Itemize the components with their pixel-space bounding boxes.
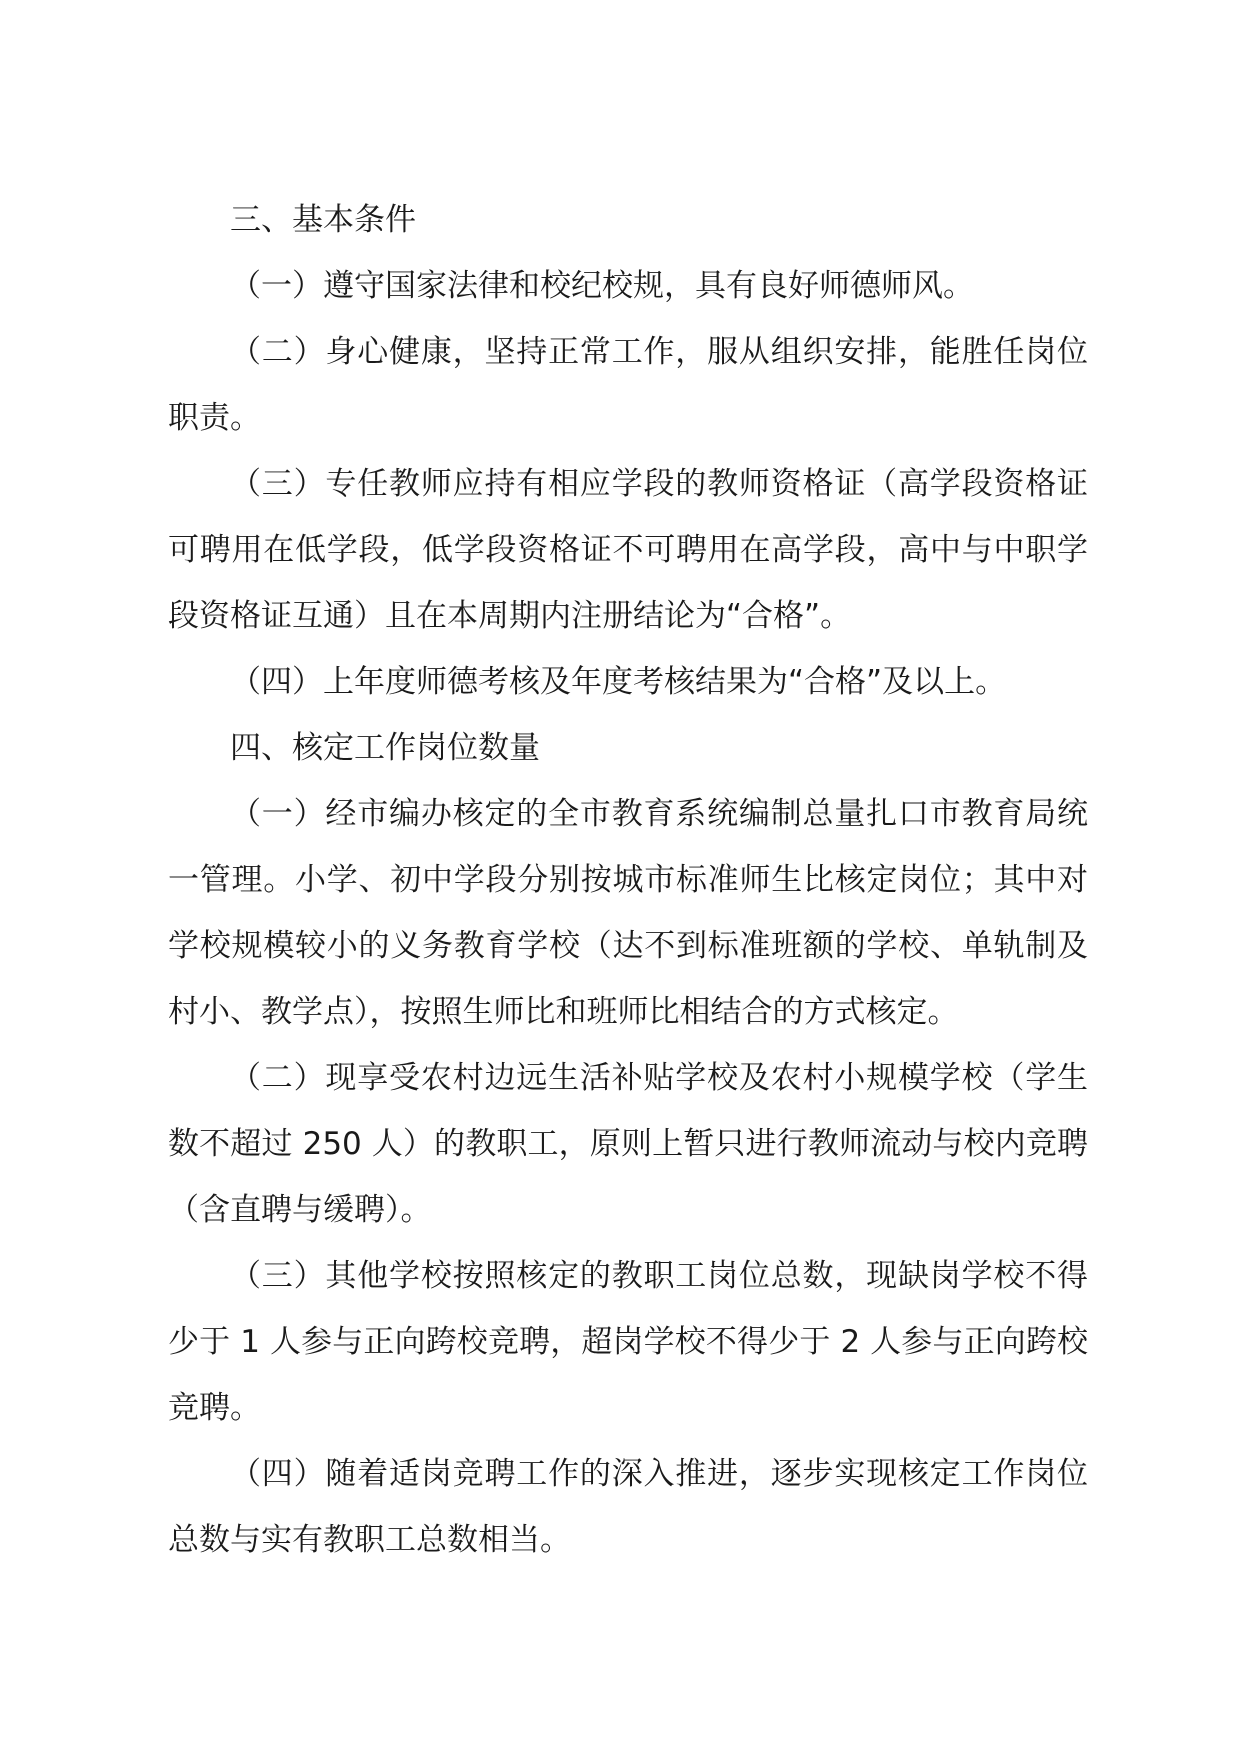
section-heading-position-count: 四、核定工作岗位数量: [230, 730, 540, 766]
paragraph-line: 可聘用在低学段，低学段资格证不可聘用在高学段，高中与中职学: [168, 532, 1088, 568]
paragraph-line: 学校规模较小的义务教育学校（达不到标准班额的学校、单轨制及: [168, 928, 1088, 964]
paragraph-line: （一）遵守国家法律和校纪校规，具有良好师德师风。: [230, 268, 974, 304]
document-page: [168, 187, 1088, 1573]
paragraph-line: 数不超过 250 人）的教职工，原则上暂只进行教师流动与校内竞聘: [168, 1126, 1088, 1162]
paragraph-line: 一管理。小学、初中学段分别按城市标准师生比核定岗位；其中对: [168, 862, 1088, 898]
paragraph-line: （二）现享受农村边远生活补贴学校及农村小规模学校（学生: [230, 1060, 1088, 1096]
paragraph-line: （一）经市编办核定的全市教育系统编制总量扎口市教育局统: [230, 796, 1088, 832]
paragraph-line: 总数与实有教职工总数相当。: [168, 1522, 571, 1558]
paragraph-line: （三）其他学校按照核定的教职工岗位总数，现缺岗学校不得: [230, 1258, 1088, 1294]
section-heading-basic-conditions: 三、基本条件: [230, 202, 416, 238]
paragraph-line: 职责。: [168, 400, 261, 436]
paragraph-line: 少于 1 人参与正向跨校竞聘，超岗学校不得少于 2 人参与正向跨校: [168, 1324, 1088, 1360]
paragraph-line: 村小、教学点），按照生师比和班师比相结合的方式核定。: [168, 994, 959, 1030]
paragraph-line: 段资格证互通）且在本周期内注册结论为“合格”。: [168, 598, 852, 634]
paragraph-line: （四）上年度师德考核及年度考核结果为“合格”及以上。: [230, 664, 1007, 700]
paragraph-line: （四）随着适岗竞聘工作的深入推进，逐步实现核定工作岗位: [230, 1456, 1088, 1492]
paragraph-line: 竞聘。: [168, 1390, 261, 1426]
paragraph-line: （三）专任教师应持有相应学段的教师资格证（高学段资格证: [230, 466, 1088, 502]
paragraph-line: （二）身心健康，坚持正常工作，服从组织安排，能胜任岗位: [230, 334, 1088, 370]
paragraph-line: （含直聘与缓聘）。: [168, 1192, 432, 1228]
